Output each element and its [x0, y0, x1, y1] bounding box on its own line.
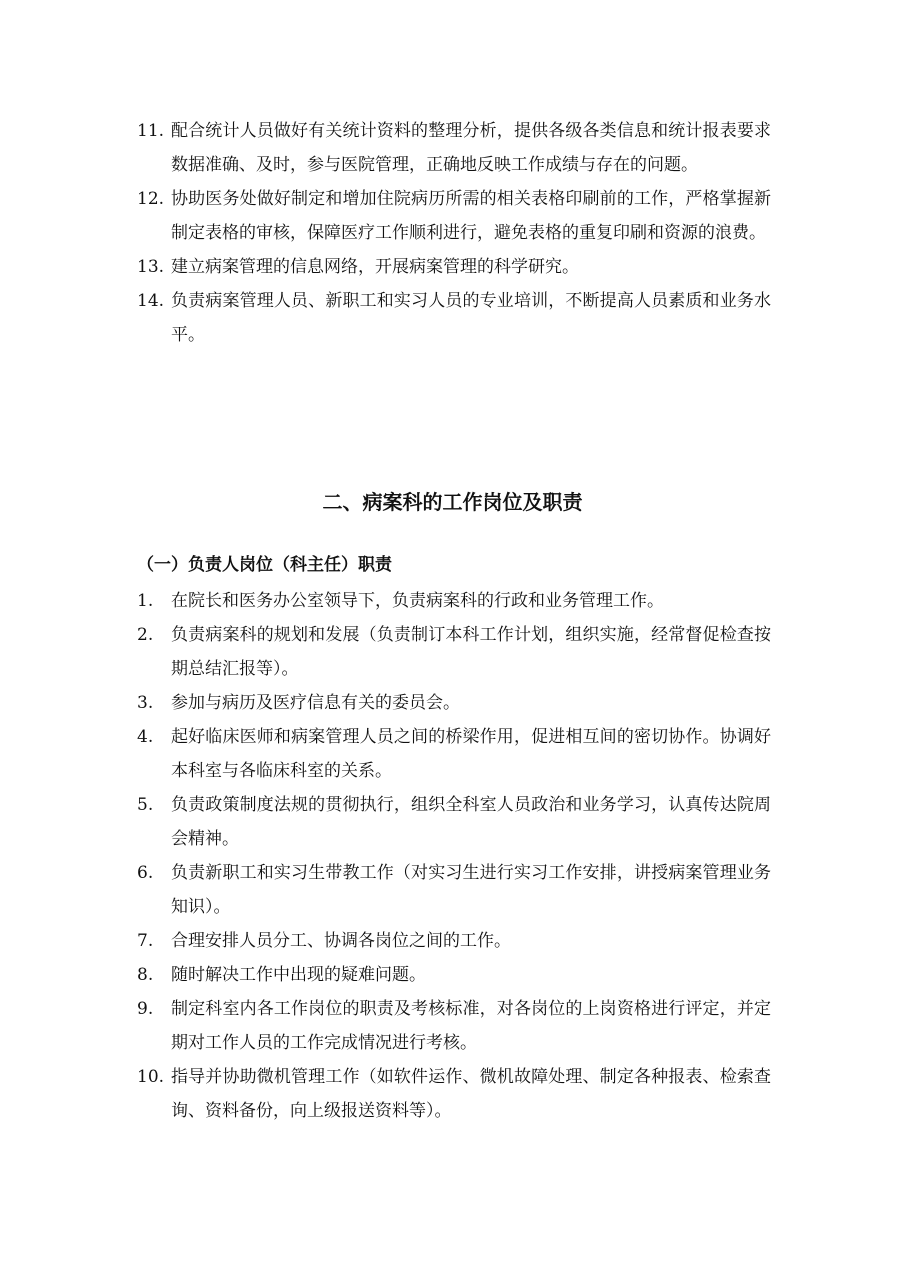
- item-number: 5.: [137, 795, 154, 815]
- item-number: 14.: [137, 291, 165, 311]
- item-number: 2.: [137, 625, 154, 645]
- list-item: [0, 958, 905, 992]
- item-number: 1.: [137, 591, 154, 611]
- item-text: 随时解决工作中出现的疑难问题。: [171, 965, 426, 985]
- item-number: 10.: [137, 1067, 165, 1087]
- item-text: 负责新职工和实习生带教工作（对实习生进行实习工作安排，讲授病案管理业务知识）。: [171, 863, 771, 917]
- item-text: 负责病案管理人员、新职工和实习人员的专业培训，不断提高人员素质和业务水平。: [171, 291, 771, 345]
- item-number: 3.: [137, 693, 154, 713]
- item-number: 11.: [137, 121, 165, 141]
- list-item: [0, 182, 905, 250]
- item-number: 7.: [137, 931, 154, 951]
- item-text: 参加与病历及医疗信息有关的委员会。: [171, 693, 460, 713]
- list-item: [0, 584, 905, 618]
- item-text: 在院长和医务办公室领导下，负责病案科的行政和业务管理工作。: [171, 591, 664, 611]
- item-text: 起好临床医师和病案管理人员之间的桥梁作用，促进相互间的密切协作。协调好本科室与各临床科室的关系。: [171, 727, 771, 781]
- duty-list-continued: [0, 114, 905, 352]
- item-number: 8.: [137, 965, 154, 985]
- item-number: 6.: [137, 863, 154, 883]
- list-item: [0, 720, 905, 788]
- subsection-heading: （一）负责人岗位（科主任）职责: [137, 555, 392, 575]
- item-text: 制定科室内各工作岗位的职责及考核标准，对各岗位的上岗资格进行评定，并定期对工作人员的工作完成情况进行考核。: [171, 999, 771, 1053]
- section-heading: 二、病案科的工作岗位及职责: [322, 490, 583, 514]
- list-item: [0, 992, 905, 1060]
- list-item: [0, 250, 905, 284]
- item-number: 4.: [137, 727, 154, 747]
- item-text: 配合统计人员做好有关统计资料的整理分析，提供各级各类信息和统计报表要求数据准确、及时，参与医院管理，正确地反映工作成绩与存在的问题。: [171, 121, 771, 175]
- item-text: 合理安排人员分工、协调各岗位之间的工作。: [171, 931, 511, 951]
- list-item: [0, 284, 905, 352]
- list-item: [0, 856, 905, 924]
- list-item: [0, 618, 905, 686]
- list-item: [0, 788, 905, 856]
- director-duty-list: [0, 584, 905, 1128]
- list-item: [0, 1060, 905, 1128]
- item-number: 13.: [137, 257, 165, 277]
- item-text: 建立病案管理的信息网络，开展病案管理的科学研究。: [171, 257, 579, 277]
- item-text: 指导并协助微机管理工作（如软件运作、微机故障处理、制定各种报表、检索查询、资料备份，向上级报送资料等）。: [171, 1067, 771, 1121]
- list-item: [0, 924, 905, 958]
- item-text: 负责病案科的规划和发展（负责制订本科工作计划，组织实施，经常督促检查按期总结汇报等）。: [171, 625, 771, 679]
- item-text: 负责政策制度法规的贯彻执行，组织全科室人员政治和业务学习，认真传达院周会精神。: [171, 795, 771, 849]
- list-item: [0, 686, 905, 720]
- item-number: 12.: [137, 189, 165, 209]
- item-text: 协助医务处做好制定和增加住院病历所需的相关表格印刷前的工作，严格掌握新制定表格的审核，保障医疗工作顺利进行，避免表格的重复印刷和资源的浪费。: [171, 189, 771, 243]
- list-item: [0, 114, 905, 182]
- item-number: 9.: [137, 999, 154, 1019]
